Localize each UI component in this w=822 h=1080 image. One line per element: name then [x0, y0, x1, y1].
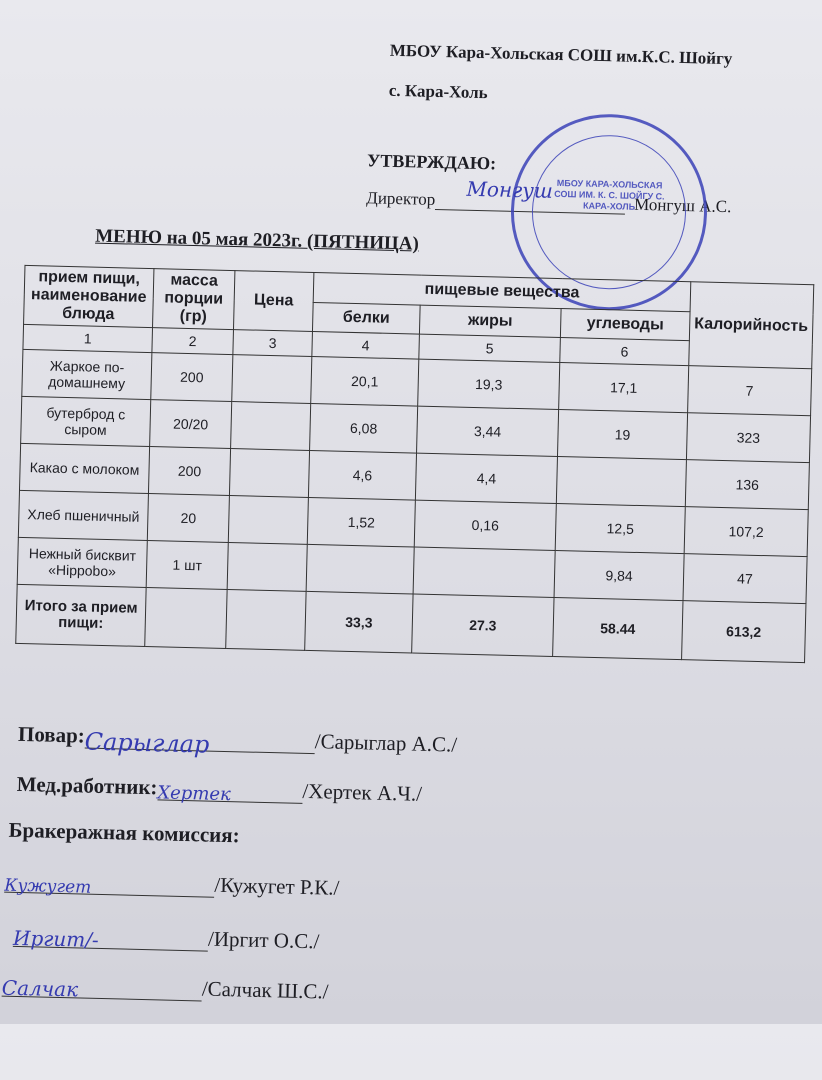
- cook-signature-line: [84, 727, 315, 759]
- header-meal: прием пищи, наименование блюда: [24, 265, 154, 327]
- dish-carbs: 19: [557, 410, 687, 460]
- dish-fats: [413, 547, 555, 597]
- total-proteins: 33,3: [305, 591, 413, 653]
- dish-calories: 107,2: [684, 507, 808, 557]
- dish-price: [227, 542, 307, 591]
- cook-row: [18, 722, 458, 758]
- dish-name: Хлеб пшеничный: [18, 490, 148, 540]
- total-carbs: 58.44: [553, 597, 683, 659]
- dish-carbs: 9,84: [554, 550, 684, 600]
- menu-table: [15, 265, 814, 663]
- column-number: 5: [419, 334, 561, 362]
- total-calories: 613,2: [682, 601, 806, 663]
- dish-price: [228, 496, 308, 545]
- header-price: Цена: [233, 271, 313, 332]
- member1-signature: Кужугет: [4, 875, 92, 898]
- cook-name: /Сарыглар А.С./: [314, 729, 458, 757]
- dish-name: Нежный бисквит «Hippobo»: [17, 537, 147, 587]
- village-name: с. Кара-Холь: [388, 80, 488, 103]
- member3-signature: Салчак: [1, 975, 79, 1002]
- column-number: 6: [560, 338, 690, 366]
- menu-title: МЕНЮ на 05 мая 2023г. (ПЯТНИЦА): [94, 225, 420, 255]
- dish-calories: 136: [685, 460, 809, 510]
- dish-name: бутерброд с сыром: [21, 396, 151, 446]
- dish-calories: 47: [683, 554, 807, 604]
- member1-name: /Кужугет Р.К./: [214, 872, 340, 900]
- director-name: Монгуш А.С.: [633, 194, 732, 217]
- header-mass: масса порции (гр): [153, 269, 235, 330]
- dish-carbs: 17,1: [559, 363, 689, 413]
- total-fats: 27.3: [412, 594, 554, 656]
- dish-proteins: 4,6: [308, 450, 416, 500]
- dish-name: Какао с молоком: [19, 443, 149, 493]
- dish-mass: 20/20: [150, 400, 232, 449]
- dish-calories: 323: [686, 413, 810, 463]
- column-number: 4: [312, 331, 420, 359]
- commission-member-row: [13, 922, 320, 954]
- commission-member-row: [4, 868, 339, 901]
- dish-mass: 200: [151, 353, 233, 402]
- cook-label: Повар:: [17, 721, 86, 748]
- header-proteins: белки: [312, 302, 420, 334]
- med-label: Мед.работник:: [16, 771, 158, 800]
- dish-price: [229, 449, 309, 498]
- med-signature: Хертек: [157, 782, 232, 806]
- dish-price: [232, 355, 312, 404]
- dish-mass: 200: [148, 447, 230, 496]
- column-number: 1: [23, 324, 153, 352]
- column-number: 3: [233, 330, 313, 357]
- dish-proteins: 6,08: [310, 403, 418, 453]
- dish-carbs: [556, 457, 686, 507]
- med-row: [17, 772, 423, 807]
- med-name: /Хертек А.Ч./: [302, 778, 423, 806]
- dish-proteins: 1,52: [307, 497, 415, 547]
- dish-proteins: [306, 544, 414, 594]
- dish-proteins: 20,1: [311, 356, 419, 406]
- dish-name: Жаркое по-домашнему: [22, 349, 152, 399]
- director-signature: Монгуш: [466, 176, 554, 203]
- dish-fats: 19,3: [418, 359, 560, 409]
- cook-signature: Сарыглар: [84, 727, 210, 759]
- header-calories: Калорийность: [689, 282, 814, 369]
- column-number: 2: [152, 328, 234, 355]
- total-mass: [145, 588, 227, 649]
- header-nutrients: пищевые вещества: [313, 273, 691, 312]
- med-signature-line: [157, 779, 302, 804]
- commission-label: Бракеражная комиссия:: [8, 817, 240, 848]
- dish-mass: 1 шт: [146, 541, 228, 590]
- member-signature-line: [13, 926, 208, 952]
- member3-name: /Салчак Ш.С./: [201, 976, 329, 1004]
- member-signature-line: [2, 976, 202, 1002]
- dish-fats: 3,44: [417, 406, 559, 456]
- dish-fats: 4,4: [415, 453, 557, 503]
- approve-label: УТВЕРЖДАЮ:: [366, 150, 497, 174]
- dish-fats: 0,16: [414, 500, 556, 550]
- school-name: МБОУ Кара-Хольская СОШ им.К.С. Шойгу: [389, 40, 733, 69]
- total-price: [226, 589, 306, 650]
- member2-signature: Иргит/-: [12, 925, 100, 952]
- column-number: 7: [688, 366, 812, 416]
- dish-mass: 20: [147, 494, 229, 543]
- header-fats: жиры: [419, 305, 561, 338]
- dish-price: [231, 402, 311, 451]
- member-signature-line: [4, 872, 214, 898]
- header-carbs: углеводы: [560, 308, 690, 341]
- member2-name: /Иргит О.С./: [207, 926, 320, 954]
- director-label: Директор: [366, 188, 436, 209]
- total-label: Итого за прием пищи:: [16, 584, 146, 646]
- commission-member-row: [2, 972, 329, 1005]
- dish-carbs: 12,5: [555, 503, 685, 553]
- stamp-center-text: МБОУ КАРА-ХОЛЬСКАЯ СОШ ИМ. К. С. ШОЙГУ С. КАРА-ХОЛЬ: [554, 177, 665, 212]
